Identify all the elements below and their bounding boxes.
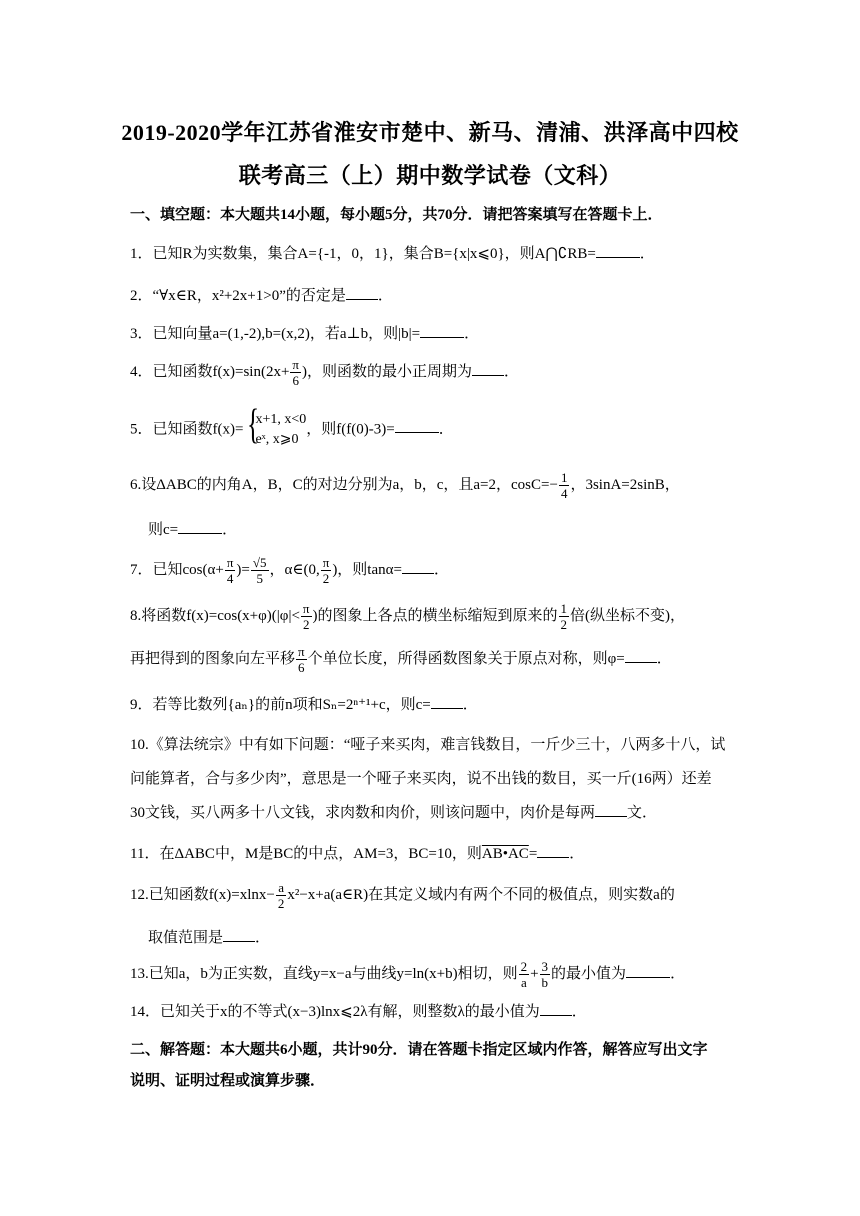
question-number: 10.: [130, 737, 149, 753]
question-number: 8.: [130, 607, 142, 624]
section-answer-header: 二、解答题：本大题共6小题，共计90分．请在答题卡指定区域内作答，解答应写出文字 说明、证明过程或演算步骤．: [130, 1042, 708, 1089]
page-title-line1: 2019-2020学年江苏省淮安市楚中、新马、清浦、洪泽高中四校: [121, 120, 739, 145]
question-text: 已知关于x的不等式(x−3)lnx⩽2λ有解，则整数λ的最小值为: [160, 1004, 540, 1020]
question-6: 6.设ΔABC的内角A，B，C的对边分别为a，b，c，且a=2，cosC=− $\frac{1}{4}$ ，3sinA=2sinB，: [130, 470, 680, 501]
fraction: $\frac{\pi}{2}$: [302, 601, 310, 632]
piecewise-function: { x+1, x<0 eˣ, x⩾0: [243, 410, 306, 450]
question-number: 12.: [130, 886, 149, 903]
question-5: 5．已知函数f(x)= { x+1, x<0 eˣ, x⩾0 ，则f(f(0)-3)= ．: [130, 410, 750, 450]
question-2: 2．“∀x∈R，x²+2x+1>0”的否定是 ．: [130, 288, 393, 304]
question-14: 14．已知关于x的不等式(x−3)lnx⩽2λ有解，则整数λ的最小值为 ．: [130, 1004, 587, 1020]
question-number: 5．: [130, 421, 153, 438]
answer-blank: [540, 1014, 572, 1016]
question-3: 3．已知向量a=(1,-2),b=(x,2)，若a⊥b，则|b|= ．: [130, 326, 480, 342]
question-number: 11．: [130, 846, 160, 862]
fraction: $\frac{a}{2}$: [277, 880, 285, 911]
question-text: 已知向量a=(1,-2),b=(x,2)，若a⊥b，则|b|=: [152, 326, 421, 342]
fraction: $\frac{1}{4}$: [560, 470, 568, 501]
answer-blank: [626, 976, 670, 978]
answer-blank: [223, 940, 255, 942]
answer-blank: [402, 572, 434, 574]
question-number: 7．: [130, 561, 153, 578]
question-8-cont: 再把得到的图象向左平移 $\frac{\pi}{6}$ 个单位长度，所得函数图象关于原点对称，则φ= ．: [130, 644, 672, 675]
fraction: $\frac{1}{2}$: [560, 601, 567, 632]
fraction: $\frac{\pi}{6}$: [298, 644, 305, 675]
question-10-line3: 30文钱，买八两多十八文钱，求肉数和肉价，则该问题中，肉价是每两 文．: [130, 805, 658, 821]
question-text: “∀x∈R，x²+2x+1>0”的否定是: [152, 288, 346, 304]
fraction: $\frac{√5}{5}$: [252, 555, 267, 586]
fraction: $\frac{2}{a}$: [520, 959, 528, 990]
fraction: $\frac{\pi}{6}$: [292, 357, 299, 388]
page-title-line2: 联考高三（上）期中数学试卷（文科）: [238, 163, 622, 188]
answer-blank: [420, 336, 464, 338]
question-13: 13.已知a，b为正实数，直线y=x−a与曲线y=ln(x+b)相切，则 $\frac{2}{a}$ + $\frac{3}{b}$ 的最小值为 ．: [130, 959, 686, 990]
question-6-cont: 则c= ．: [148, 522, 238, 538]
question-number: 4．: [130, 363, 153, 380]
fraction: $\frac{\pi}{2}$: [322, 555, 330, 586]
answer-blank: [595, 815, 627, 817]
question-1: 1．已知R为实数集，集合A={-1，0，1}，集合B={x|x⩽0}，则A⋂∁RB= ．: [130, 246, 655, 262]
question-number: 2．: [130, 288, 153, 304]
question-number: 6.: [130, 476, 142, 493]
question-7: 7．已知cos(α+ $\frac{\pi}{4}$ )= $\frac{√5}{5}$ ，α∈(0, $\frac{\pi}{2}$ )，则tanα= ．: [130, 555, 449, 586]
question-4: 4．已知函数f(x)=sin(2x+ $\frac{\pi}{6}$ )，则函数的最小正周期为 ．: [130, 357, 520, 388]
question-text: 若等比数列{aₙ}的前n项和Sₙ=2ⁿ⁺¹+c，则c=: [152, 697, 431, 713]
answer-blank: [472, 374, 504, 376]
vector-dot-product: AB•AC: [481, 846, 529, 862]
question-number: 1．: [130, 246, 153, 262]
question-number: 3．: [130, 326, 153, 342]
question-number: 13.: [130, 965, 149, 982]
answer-blank: [178, 532, 222, 534]
answer-blank: [395, 431, 439, 433]
question-11: 11．在ΔABC中，M是BC的中点，AM=3，BC=10，则AB•AC= ．: [130, 846, 585, 862]
question-9: 9．若等比数列{aₙ}的前n项和Sₙ=2ⁿ⁺¹+c，则c= ．: [130, 697, 478, 713]
question-10: 10.《算法统宗》中有如下问题：“哑子来买肉，难言钱数目，一斤少三十，八两多十八，试: [130, 737, 726, 753]
section-fill-blank-header: 一、填空题：本大题共14小题，每小题5分，共70分．请把答案填写在答题卡上．: [130, 207, 663, 223]
fraction: $\frac{\pi}{4}$: [226, 555, 234, 586]
answer-blank: [346, 298, 378, 300]
question-number: 14．: [130, 1004, 161, 1020]
question-text: 已知R为实数集，集合A={-1，0，1}，集合B={x|x⩽0}，则A⋂∁RB=: [152, 246, 596, 262]
answer-blank: [431, 707, 463, 709]
question-8: 8.将函数f(x)=cos(x+φ)(|φ|< $\frac{\pi}{2}$ )的图象上各点的横坐标缩短到原来的 $\frac{1}{2}$ 倍(纵坐标不变)，: [130, 601, 685, 632]
answer-blank: [625, 661, 657, 663]
question-number: 9．: [130, 697, 153, 713]
question-12: 12.已知函数f(x)=xlnx− $\frac{a}{2}$ x²−x+a(a∈R)在其定义域内有两个不同的极值点，则实数a的: [130, 880, 675, 911]
answer-blank: [537, 856, 569, 858]
question-12-cont: 取值范围是 ．: [148, 930, 271, 946]
answer-blank: [596, 256, 640, 258]
fraction: $\frac{3}{b}$: [541, 959, 549, 990]
question-10-line2: 问能算者，合与多少肉”，意思是一个哑子来买肉，说不出钱的数目，买一斤(16两）还差: [130, 771, 712, 787]
